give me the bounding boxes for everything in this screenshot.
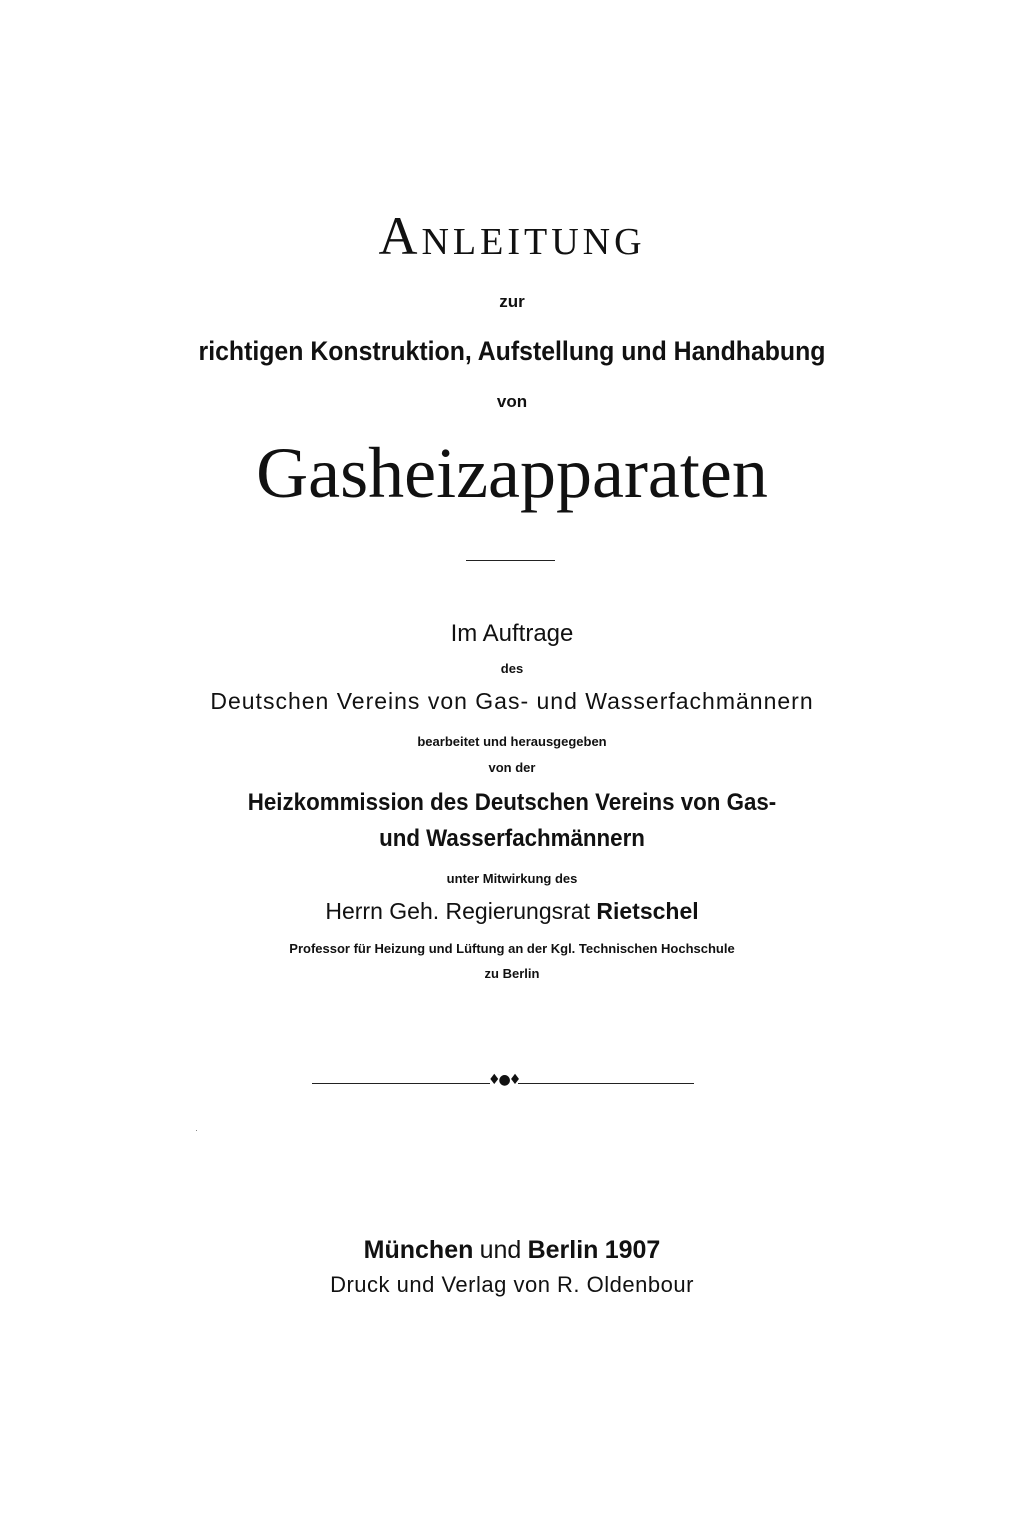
collaborator-name: Rietschel [596,898,699,924]
collaborator-line [0,898,1024,925]
professor-line: Professor für Heizung und Lüftung an der Kgl. Technischen Hochschule [289,941,735,956]
zu-berlin-line: zu Berlin [484,966,540,981]
von-der-line: von der [488,760,536,775]
book-title: Anleitung [378,206,646,266]
connector-zur: zur [499,292,525,311]
im-auftrage: Im Auftrage [450,620,574,647]
ornamental-divider [312,1072,694,1090]
ornament-right-rule [518,1083,694,1084]
connector-des: des [500,661,524,676]
bearbeitet-line: bearbeitet und herausgegeben [417,734,607,749]
commission-line-1: Heizkommission des Deutschen Vereins von Gas- [247,789,777,816]
short-divider [466,560,555,561]
connector-von: von [496,392,528,411]
imprint-city-1: München [363,1236,474,1264]
publisher-line: Druck und Verlag von R. Oldenbour [330,1272,694,1297]
main-title: Gasheizapparaten [256,433,768,513]
ornament-diamond-icon: ♦●♦ [488,1072,520,1088]
subtitle: richtigen Konstruktion, Aufstellung und Handhabung [198,336,826,366]
association-name: Deutschen Vereins von Gas- und Wasserfachmännern [210,688,814,714]
collaborator-title: Herrn Geh. Regierungsrat [325,898,590,924]
imprint-und: und [479,1236,522,1264]
imprint-place-year [0,1236,1024,1265]
paper-speck [196,1130,197,1131]
commission-line-2: und Wasserfachmännern [379,825,645,852]
imprint-city-2: Berlin [527,1236,599,1264]
unter-mitwirkung-line: unter Mitwirkung des [446,871,578,886]
imprint-year: 1907 [604,1236,661,1264]
ornament-left-rule [312,1083,490,1084]
